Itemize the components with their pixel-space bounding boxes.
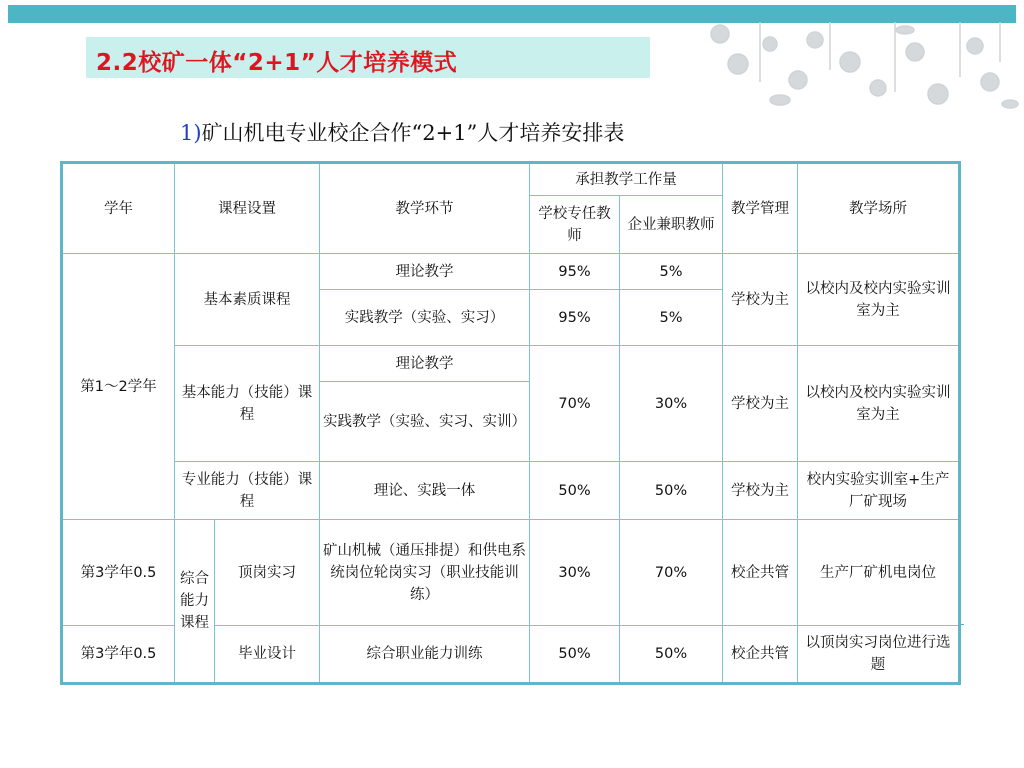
graduation-venue: 以顶岗实习岗位进行选题 bbox=[798, 626, 960, 684]
graduation-school: 50% bbox=[530, 626, 620, 684]
header-workload: 承担教学工作量 bbox=[530, 163, 723, 196]
table-caption bbox=[180, 117, 624, 147]
professional-ability-enterprise: 50% bbox=[620, 462, 723, 520]
basic-quality-venue: 以校内及校内实验实训室为主 bbox=[798, 254, 960, 346]
basic-quality-theory-enterprise: 5% bbox=[620, 254, 723, 290]
graduation-management: 校企共管 bbox=[723, 626, 798, 684]
internship-year: 第3学年0.5 bbox=[62, 520, 175, 626]
basic-ability-school: 70% bbox=[530, 346, 620, 462]
professional-ability-link: 理论、实践一体 bbox=[320, 462, 530, 520]
professional-ability-school: 50% bbox=[530, 462, 620, 520]
comprehensive-ability-label: 综合能力课程 bbox=[175, 520, 215, 684]
header-venue: 教学场所 bbox=[798, 163, 960, 254]
internship-school: 30% bbox=[530, 520, 620, 626]
basic-quality-management: 学校为主 bbox=[723, 254, 798, 346]
professional-ability-management: 学校为主 bbox=[723, 462, 798, 520]
internship-management: 校企共管 bbox=[723, 520, 798, 626]
header-enterprise-teacher: 企业兼职教师 bbox=[620, 196, 723, 254]
basic-quality-theory-school: 95% bbox=[530, 254, 620, 290]
year-1-2-cell: 第1～2学年 bbox=[62, 254, 175, 520]
floral-decoration-icon bbox=[690, 22, 1020, 112]
header-teaching-link: 教学环节 bbox=[320, 163, 530, 254]
basic-quality-theory: 理论教学 bbox=[320, 254, 530, 290]
basic-ability-theory: 理论教学 bbox=[320, 346, 530, 382]
training-plan-table bbox=[60, 161, 961, 685]
header-school-teacher: 学校专任教师 bbox=[530, 196, 620, 254]
graduation-enterprise: 50% bbox=[620, 626, 723, 684]
basic-ability-management: 学校为主 bbox=[723, 346, 798, 462]
header-course: 课程设置 bbox=[175, 163, 320, 254]
basic-quality-practice-school: 95% bbox=[530, 290, 620, 346]
basic-ability-enterprise: 30% bbox=[620, 346, 723, 462]
basic-ability-course: 基本能力（技能）课程 bbox=[175, 346, 320, 462]
graduation-course: 毕业设计 bbox=[215, 626, 320, 684]
internship-enterprise: 70% bbox=[620, 520, 723, 626]
header-year: 学年 bbox=[62, 163, 175, 254]
basic-ability-practice: 实践教学（实验、实习、实训） bbox=[320, 382, 530, 462]
top-accent-bar bbox=[8, 5, 1016, 23]
internship-venue: 生产厂矿机电岗位 bbox=[798, 520, 960, 626]
basic-quality-course: 基本素质课程 bbox=[175, 254, 320, 346]
graduation-link: 综合职业能力训练 bbox=[320, 626, 530, 684]
basic-quality-practice: 实践教学（实验、实习） bbox=[320, 290, 530, 346]
caption-text: 矿山机电专业校企合作“2+1”人才培养安排表 bbox=[201, 121, 625, 145]
internship-course: 顶岗实习 bbox=[215, 520, 320, 626]
basic-quality-practice-enterprise: 5% bbox=[620, 290, 723, 346]
internship-link: 矿山机械（通压排提）和供电系统岗位轮岗实习（职业技能训练） bbox=[320, 520, 530, 626]
basic-ability-venue: 以校内及校内实验实训室为主 bbox=[798, 346, 960, 462]
professional-ability-venue: 校内实验实训室+生产厂矿现场 bbox=[798, 462, 960, 520]
caption-number: 1) bbox=[180, 121, 202, 145]
professional-ability-course: 专业能力（技能）课程 bbox=[175, 462, 320, 520]
header-management: 教学管理 bbox=[723, 163, 798, 254]
graduation-year: 第3学年0.5 bbox=[62, 626, 175, 684]
slide-title: 2.2校矿一体“2+1”人才培养模式 bbox=[96, 50, 458, 76]
